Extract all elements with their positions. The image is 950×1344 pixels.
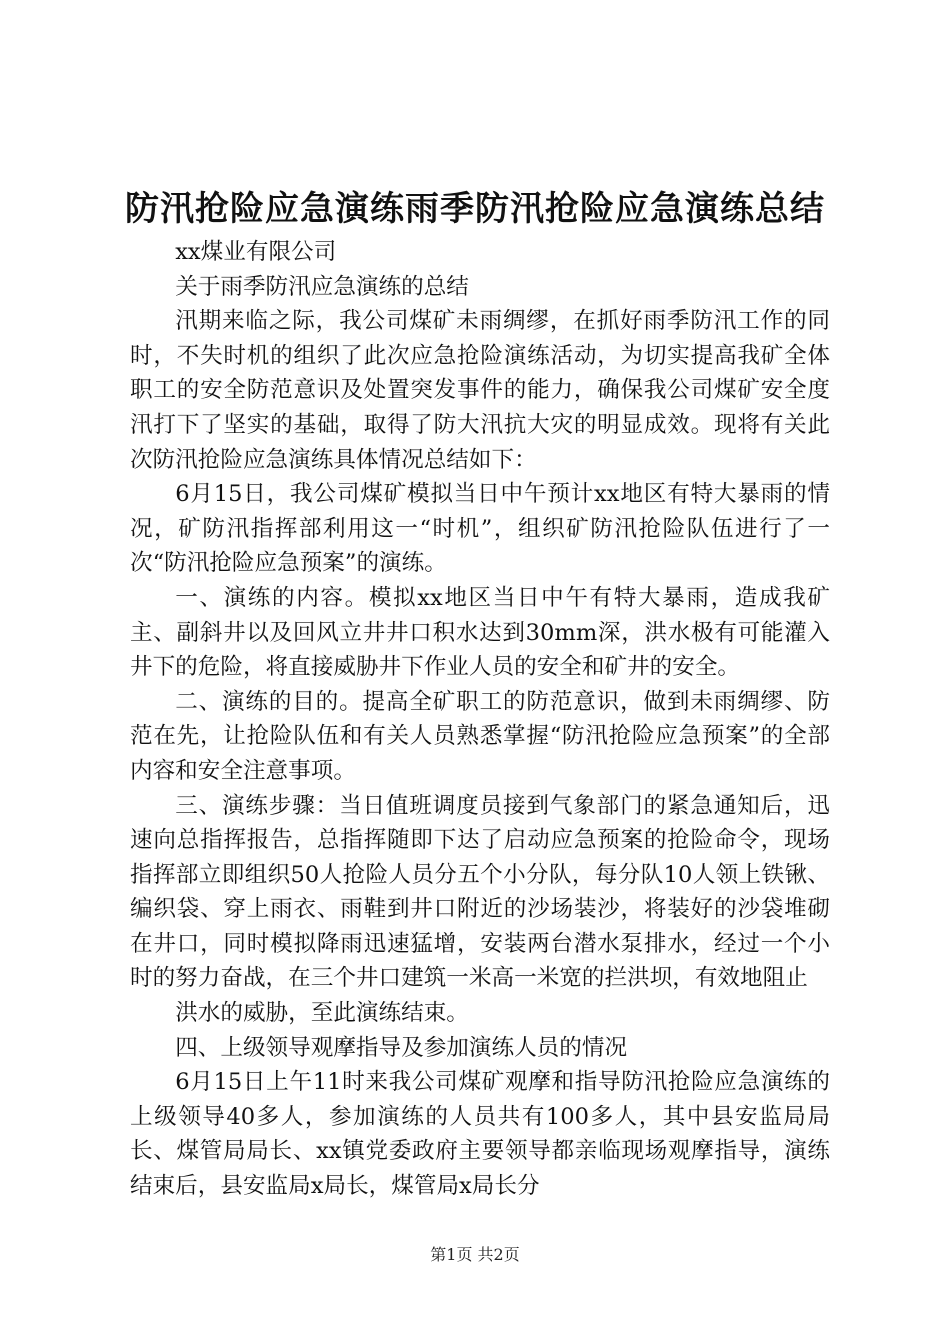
paragraph-drill-content: 一、演练的内容。模拟xx地区当日中午有特大暴雨，造成我矿主、副斜井以及回风立井井口积水达到30mm深，洪水极有可能灌入井下的危险，将直接威胁井下作业人员的安全和矿井的安全。 [130, 584, 830, 681]
page-number-footer: 第1页 共2页 [430, 1245, 520, 1264]
paragraph-drill-purpose: 二、演练的目的。提高全矿职工的防范意识，做到未雨绸缪、防范在先，让抢险队伍和有关人员熟悉掌握“防汛抢险应急预案”的全部内容和安全注意事项。 [130, 688, 830, 784]
paragraph-intro: 汛期来临之际，我公司煤矿未雨绸缪，在抓好雨季防汛工作的同时，不失时机的组织了此次应急抢险演练活动，为切实提高我矿全体职工的安全防范意识及处置突发事件的能力，确保我公司煤矿安全度汛打下了坚实的基础，取得了防大汛抗大灾的明显成效。现将有关此次防汛抢险应急演练具体情况总结如下： [130, 308, 830, 473]
report-subtitle: 关于雨季防汛应急演练的总结 [175, 273, 469, 300]
document-title: 防汛抢险应急演练雨季防汛抢险应急演练总结 [125, 189, 825, 229]
company-name: xx煤业有限公司 [175, 239, 337, 265]
paragraph-date-overview: 6月15日，我公司煤矿模拟当日中午预计xx地区有特大暴雨的情况，矿防汛指挥部利用这一“时机”，组织矿防汛抢险队伍进行了一次“防汛抢险应急预案”的演练。 [130, 481, 830, 577]
document-body [130, 235, 830, 1204]
paragraph-observation: 6月15日上午11时来我公司煤矿观摩和指导防汛抢险应急演练的上级领导40多人，参加演练的人员共有100多人，其中县安监局局长、煤管局局长、xx镇党委政府主要领导都亲临现场观摩指导，演练结束后，县安监局x局长，煤管局x局长分 [130, 1069, 830, 1200]
section-heading-observation: 四、上级领导观摩指导及参加演练人员的情况 [175, 1034, 628, 1061]
paragraph-drill-end: 洪水的威胁，至此演练结束。 [175, 1000, 469, 1027]
paragraph-drill-steps: 三、演练步骤：当日值班调度员接到气象部门的紧急通知后，迅速向总指挥报告，总指挥随即下达了启动应急预案的抢险命令，现场指挥部立即组织50人抢险人员分五个小分队，每分队10人领上铁锹、编织袋、穿上雨衣、雨鞋到井口附近的沙场装沙，将装好的沙袋堆砌在井口，同时模拟降雨迅速猛增，安装两台潜水泵排水，经过一个小时的努力奋战，在三个井口建筑一米高一米宽的拦洪坝，有效地阻止 [130, 792, 830, 992]
